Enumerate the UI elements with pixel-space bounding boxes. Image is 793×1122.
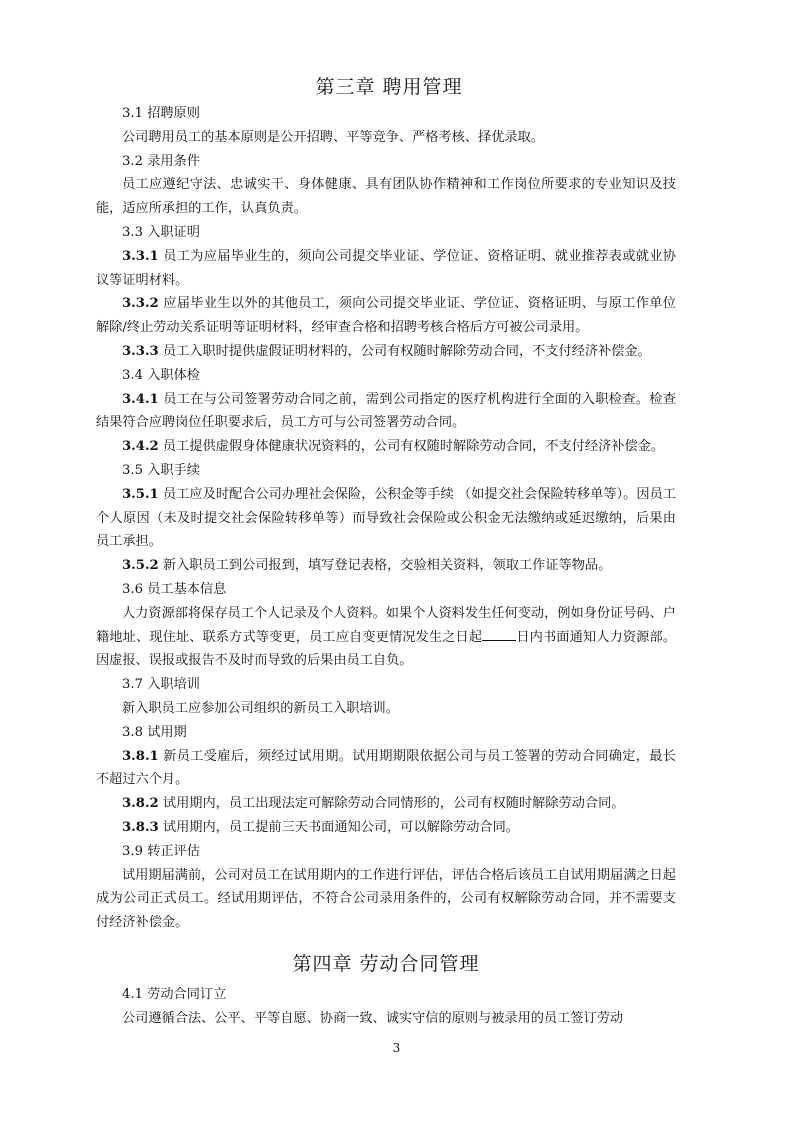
section-3-4-heading: 3.4 入职体检 [122,367,200,383]
section-4-1-text: 公司遵循合法、公平、平等自愿、协商一致、诚实守信的原则与被录用的员工签订劳动 [122,1010,624,1026]
section-3-9-text: 试用期届满前，公司对员工在试用期内的工作进行评估，评估合格后该员工自试用期届满之日起成为公司正式员工。经试用期评估，不符合公司录用条件的，公司有权解除劳动合同，并不需要支付经济补偿金。 [96,867,676,931]
section-3-5-heading: 3.5 入职手续 [122,462,200,478]
section-3-2-text: 员工应遵纪守法、忠诚实干、身体健康、具有团队协作精神和工作岗位所要求的专业知识及技能，适应所承担的工作，认真负责。 [96,177,676,217]
section-3-2-heading: 3.2 录用条件 [122,153,200,169]
clause-3-5-1: 3.5.1 员工应及时配合公司办理社会保险，公积金等手续 （如提交社会保险转移单等）。因员工个人原因（未及时提交社会保险转移单等）而导致社会保险或公积金无法缴纳或延迟缴纳，后果由员工承担。 [96,486,676,550]
section-3-6-heading: 3.6 员工基本信息 [122,581,227,597]
section-3-1-text: 公司聘用员工的基本原则是公开招聘、平等竞争、严格考核、择优录取。 [122,129,544,145]
clause-3-8-3: 3.8.3 试用期内，员工提前三天书面通知公司，可以解除劳动合同。 [122,819,519,835]
page-content [96,72,676,1030]
clause-3-8-1: 3.8.1 新员工受雇后，须经过试用期。试用期期限依据公司与员工签署的劳动合同确定，最长不超过六个月。 [96,748,676,788]
section-3-3-heading: 3.3 入职证明 [122,224,200,240]
section-3-8-heading: 3.8 试用期 [122,724,187,740]
clause-3-3-2: 3.3.2 应届毕业生以外的其他员工，须向公司提交毕业证、学位证、资格证明、与原工作单位解除/终止劳动关系证明等证明材料，经审查合格和招聘考核合格后方可被公司录用。 [96,296,676,336]
page-number: 3 [392,1041,401,1055]
fill-in-blank [482,628,516,641]
chapter-4-title: 第四章 劳动合同管理 [292,952,480,975]
section-3-9-heading: 3.9 转正评估 [122,843,200,859]
clause-3-5-2: 3.5.2 新入职员工到公司报到，填写登记表格，交验相关资料，领取工作证等物品。 [122,558,612,574]
clause-3-3-1: 3.3.1 员工为应届毕业生的，须向公司提交毕业证、学位证、资格证明、就业推荐表或就业协议等证明材料。 [96,248,676,288]
clause-3-3-3: 3.3.3 员工入职时提供虚假证明材料的，公司有权随时解除劳动合同，不支付经济补偿金。 [122,343,651,359]
clause-3-4-2: 3.4.2 员工提供虚假身体健康状况资料的，公司有权随时解除劳动合同，不支付经济补偿金。 [122,439,665,455]
section-4-1-heading: 4.1 劳动合同订立 [122,986,227,1002]
section-3-1-heading: 3.1 招聘原则 [122,106,200,121]
clause-3-8-2: 3.8.2 试用期内，员工出现法定可解除劳动合同情形的，公司有权随时解除劳动合同。 [122,796,625,812]
clause-3-4-1: 3.4.1 员工在与公司签署劳动合同之前，需到公司指定的医疗机构进行全面的入职检查。检查结果符合应聘岗位任职要求后，员工方可与公司签署劳动合同。 [96,391,676,431]
section-3-7-text: 新入职员工应参加公司组织的新员工入职培训。 [122,700,399,716]
chapter-3-title: 第三章 聘用管理 [315,76,463,98]
section-3-7-heading: 3.7 入职培训 [122,677,200,693]
section-3-6-text: 人力资源部将保存员工个人记录及个人资料。如果个人资料发生任何变动，例如身份证号码、户籍地址、现住址、联系方式等变更，员工应自变更情况发生之日起 日内书面通知人力资源部。因虚报、误报或报告不及时而导致的后果由员工自负。 [96,605,677,669]
